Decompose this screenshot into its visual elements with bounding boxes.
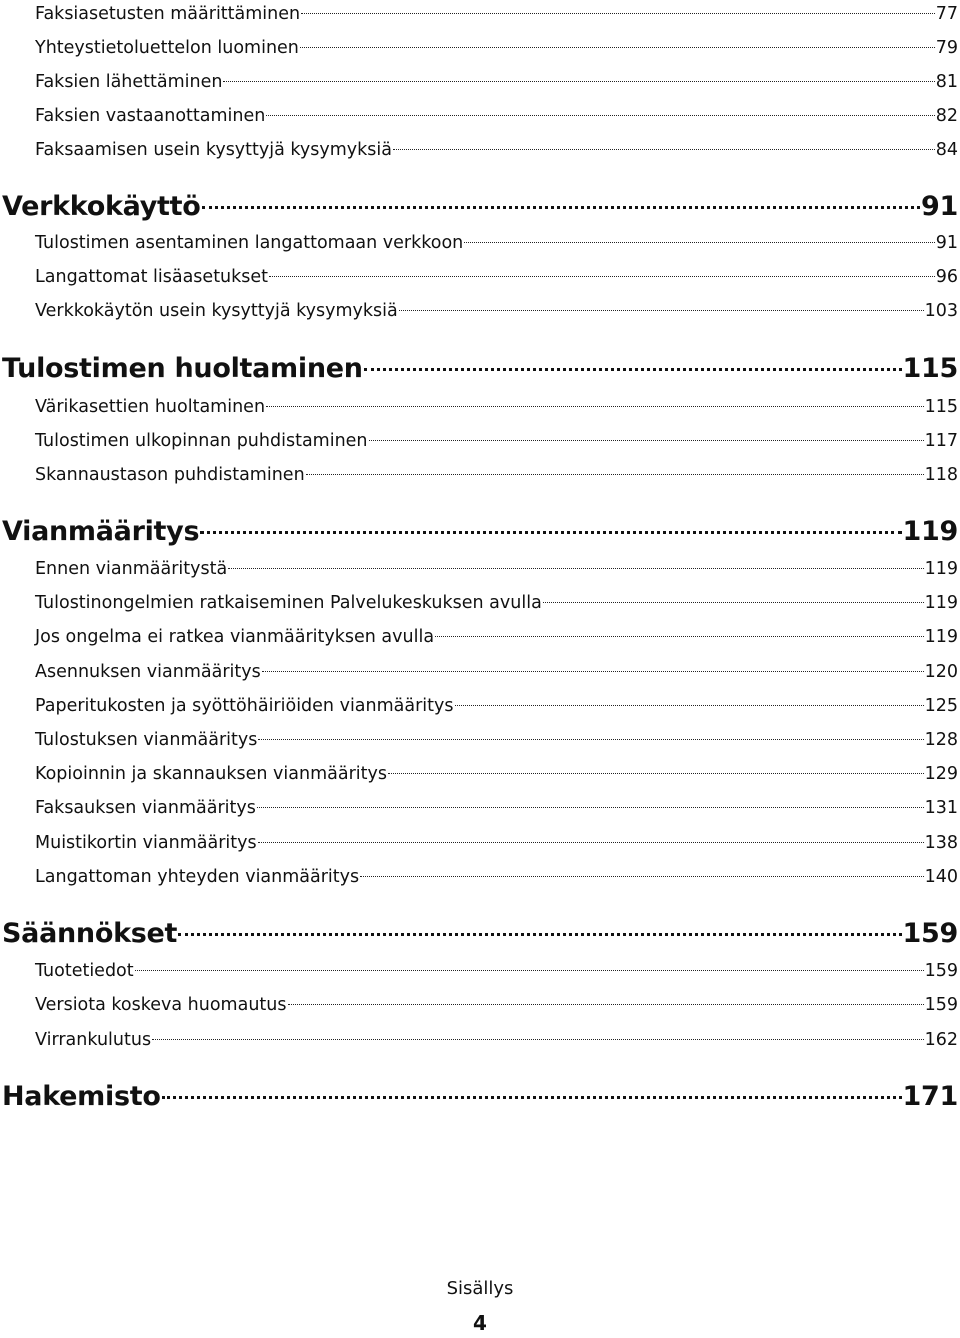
- toc-entry[interactable]: [35, 863, 958, 889]
- toc-entry-title: Verkkokäytön usein kysyttyjä kysymyksiä: [35, 300, 398, 321]
- toc-entry[interactable]: [35, 68, 958, 94]
- toc-chapter-entry[interactable]: [2, 185, 958, 223]
- toc-entry-title: Verkkokäyttö: [2, 191, 201, 222]
- toc-page-number: 138: [924, 832, 958, 853]
- toc-page-number: 171: [902, 1081, 958, 1112]
- toc-page-number: 120: [924, 661, 958, 682]
- toc-chapter-entry[interactable]: [2, 912, 958, 950]
- toc-dot-leader: [393, 131, 935, 150]
- toc-entry-title: Vianmääritys: [2, 516, 200, 547]
- toc-entry-title: Säännökset: [2, 918, 178, 949]
- toc-dot-leader: [258, 721, 923, 740]
- toc-page-number: 117: [924, 430, 958, 451]
- toc-dot-leader: [228, 550, 923, 569]
- toc-dot-leader: [364, 341, 902, 371]
- toc-page-number: 79: [935, 37, 958, 58]
- toc-entry[interactable]: [35, 589, 958, 615]
- toc-entry[interactable]: [35, 34, 958, 60]
- toc-entry[interactable]: [35, 760, 958, 786]
- toc-entry-title: Hakemisto: [2, 1081, 161, 1112]
- toc-entry-title: Asennuksen vianmääritys: [35, 661, 261, 682]
- toc-page-number: 81: [935, 71, 958, 92]
- toc-page-number: 119: [924, 626, 958, 647]
- toc-dot-leader: [269, 258, 935, 277]
- toc-entry-title: Paperitukosten ja syöttöhäiriöiden vianmääritys: [35, 695, 454, 716]
- toc-entry-title: Langattomat lisäasetukset: [35, 266, 269, 287]
- toc-entry[interactable]: [35, 1026, 958, 1052]
- toc-entry[interactable]: [35, 692, 958, 718]
- toc-entry[interactable]: [35, 794, 958, 820]
- toc-entry[interactable]: [35, 991, 958, 1017]
- footer-page-number: 4: [473, 1311, 487, 1335]
- toc-entry[interactable]: [35, 957, 958, 983]
- toc-entry[interactable]: [35, 427, 958, 453]
- toc-entry-title: Jos ongelma ei ratkea vianmäärityksen avulla: [35, 626, 435, 647]
- toc-page-number: 77: [935, 3, 958, 24]
- toc-page-number: 103: [924, 300, 958, 321]
- toc-page-number: 82: [935, 105, 958, 126]
- toc-page-number: 159: [902, 918, 958, 949]
- toc-entry-title: Faksien vastaanottaminen: [35, 105, 266, 126]
- toc-chapter-entry[interactable]: [2, 510, 958, 548]
- toc-page-number: 119: [924, 558, 958, 579]
- toc-entry-title: Yhteystietoluettelon luominen: [35, 37, 299, 58]
- toc-page-number: 159: [924, 960, 958, 981]
- toc-entry-title: Faksaamisen usein kysyttyjä kysymyksiä: [35, 139, 392, 160]
- toc-entry[interactable]: [35, 555, 958, 581]
- toc-entry-title: Värikasettien huoltaminen: [35, 396, 266, 417]
- toc-dot-leader: [200, 504, 901, 534]
- toc-dot-leader: [288, 986, 924, 1005]
- toc-page-number: 125: [924, 695, 958, 716]
- toc-dot-leader: [399, 292, 924, 311]
- toc-dot-leader: [464, 224, 934, 243]
- toc-entry-title: Faksien lähettäminen: [35, 71, 223, 92]
- toc-entry[interactable]: [35, 102, 958, 128]
- toc-entry[interactable]: [35, 726, 958, 752]
- toc-page-number: 140: [924, 866, 958, 887]
- toc-entry-title: Tulostimen asentaminen langattomaan verkkoon: [35, 232, 464, 253]
- toc-dot-leader: [306, 456, 924, 475]
- toc-entry[interactable]: [35, 393, 958, 419]
- toc-page-number: 119: [902, 516, 958, 547]
- toc-dot-leader: [258, 824, 924, 843]
- toc-entry-title: Tulostuksen vianmääritys: [35, 729, 258, 750]
- toc-entry[interactable]: [35, 0, 958, 26]
- footer-section-title: Sisällys: [446, 1278, 514, 1299]
- toc-dot-leader: [266, 97, 934, 116]
- toc-entry-title: Langattoman yhteyden vianmääritys: [35, 866, 360, 887]
- toc-page-number: 118: [924, 464, 958, 485]
- toc-page-number: 91: [921, 191, 958, 222]
- toc-dot-leader: [360, 858, 923, 877]
- toc-entry-title: Faksiasetusten määrittäminen: [35, 3, 301, 24]
- toc-page-number: 129: [924, 763, 958, 784]
- toc-page-number: 162: [924, 1029, 958, 1050]
- toc-page-number: 115: [924, 396, 958, 417]
- toc-dot-leader: [178, 906, 901, 936]
- toc-dot-leader: [266, 388, 924, 407]
- toc-entry[interactable]: [35, 136, 958, 162]
- toc-dot-leader: [369, 422, 924, 441]
- toc-entry-title: Skannaustason puhdistaminen: [35, 464, 305, 485]
- toc-page-number: 96: [935, 266, 958, 287]
- toc-page-number: 119: [924, 592, 958, 613]
- toc-entry[interactable]: [35, 623, 958, 649]
- toc-dot-leader: [455, 687, 924, 706]
- toc-entry-title: Tulostimen huoltaminen: [2, 353, 363, 384]
- toc-page-number: 159: [924, 994, 958, 1015]
- toc-dot-leader: [301, 0, 935, 14]
- toc-entry-title: Tuotetiedot: [35, 960, 134, 981]
- toc-entry-title: Faksauksen vianmääritys: [35, 797, 256, 818]
- toc-entry-title: Versiota koskeva huomautus: [35, 994, 287, 1015]
- toc-page-number: 131: [924, 797, 958, 818]
- toc-entry[interactable]: [35, 297, 958, 323]
- toc-entry-title: Tulostimen ulkopinnan puhdistaminen: [35, 430, 368, 451]
- toc-entry[interactable]: [35, 461, 958, 487]
- toc-page-number: 84: [935, 139, 958, 160]
- toc-chapter-entry[interactable]: [2, 1075, 958, 1113]
- toc-entry[interactable]: [35, 829, 958, 855]
- toc-page-number: 115: [902, 353, 958, 384]
- toc-entry-title: Muistikortin vianmääritys: [35, 832, 257, 853]
- toc-dot-leader: [388, 755, 924, 774]
- toc-chapter-entry[interactable]: [2, 347, 958, 385]
- toc-page-number: 91: [935, 232, 958, 253]
- toc-entry[interactable]: [35, 229, 958, 255]
- toc-entry-title: Virrankulutus: [35, 1029, 152, 1050]
- toc-entry[interactable]: [35, 658, 958, 684]
- toc-dot-leader: [152, 1021, 924, 1040]
- toc-dot-leader: [543, 584, 924, 603]
- toc-dot-leader: [300, 29, 935, 48]
- toc-dot-leader: [202, 179, 921, 209]
- toc-dot-leader: [135, 952, 924, 971]
- toc-entry-title: Kopioinnin ja skannauksen vianmääritys: [35, 763, 387, 784]
- toc-dot-leader: [223, 63, 934, 82]
- toc-dot-leader: [257, 789, 924, 808]
- toc-entry-title: Tulostinongelmien ratkaiseminen Palvelukeskuksen avulla: [35, 592, 542, 613]
- toc-dot-leader: [162, 1069, 902, 1099]
- toc-dot-leader: [435, 618, 924, 637]
- toc-entry[interactable]: [35, 263, 958, 289]
- toc-page-number: 128: [924, 729, 958, 750]
- page-footer: [0, 1274, 960, 1338]
- toc-entry-title: Ennen vianmääritystä: [35, 558, 228, 579]
- toc-dot-leader: [262, 653, 924, 672]
